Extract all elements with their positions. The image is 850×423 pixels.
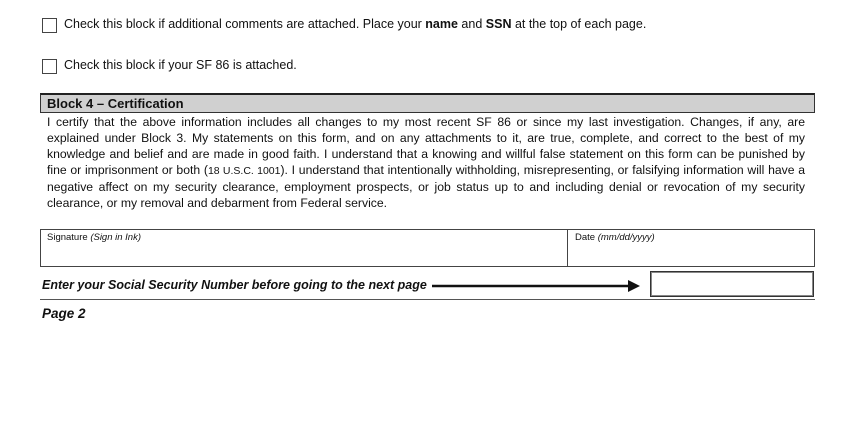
certification-text-part1: I certify that the above information includes all changes to my most recent SF 86 or since my last investigation. Changes, if any, are explained under Block 3. My statements on this form, and on any attachments to it, are true, complete, and correct to the best of my knowledge and belief and are made in good faith. I understand that a knowing and willful false statement on this form can be punished by fine or imprisonment or both ( — [47, 115, 805, 177]
date-label-hint: (mm/dd/yyyy) — [597, 232, 655, 243]
sf86-attached-label: Check this block if your SF 86 is attached. — [64, 58, 297, 72]
date-field[interactable] — [568, 230, 814, 266]
certification-text — [47, 114, 805, 211]
additional-comments-checkbox[interactable] — [42, 18, 57, 33]
certification-citation: 18 U.S.C. 1001 — [207, 165, 281, 177]
sf86-attached-checkbox[interactable] — [42, 59, 57, 74]
certification-text-part2: ). I understand that intentionally withholding, misrepresenting, or falsifying information will have a negative affect on my security clearance, employment prospects, or job status up to and including denial or revocation of my security clearance, or my removal and debarment from Federal service. — [47, 163, 806, 210]
additional-comments-label — [64, 17, 646, 32]
additional-comments-label-name: name — [425, 17, 458, 31]
ssn-input[interactable] — [650, 271, 814, 297]
signature-date-row — [40, 229, 815, 267]
block4-title: Block 4 – Certification — [47, 96, 184, 111]
ssn-prompt: Enter your Social Security Number before going to the next page — [42, 278, 427, 292]
signature-label-hint: (Sign in Ink) — [90, 232, 141, 243]
block4-header — [40, 93, 815, 113]
page-divider — [40, 299, 815, 300]
additional-comments-label-text: Check this block if additional comments are attached. Place your — [64, 17, 426, 31]
page-number: Page 2 — [42, 306, 86, 321]
additional-comments-label-end: at the top of each page. — [511, 17, 647, 31]
additional-comments-label-ssn: SSN — [485, 17, 512, 31]
signature-label-text: Signature — [47, 232, 91, 243]
additional-comments-label-and: and — [457, 17, 486, 31]
date-label-text: Date — [575, 232, 598, 243]
signature-field[interactable] — [41, 230, 567, 266]
arrow-right-icon — [432, 279, 640, 293]
